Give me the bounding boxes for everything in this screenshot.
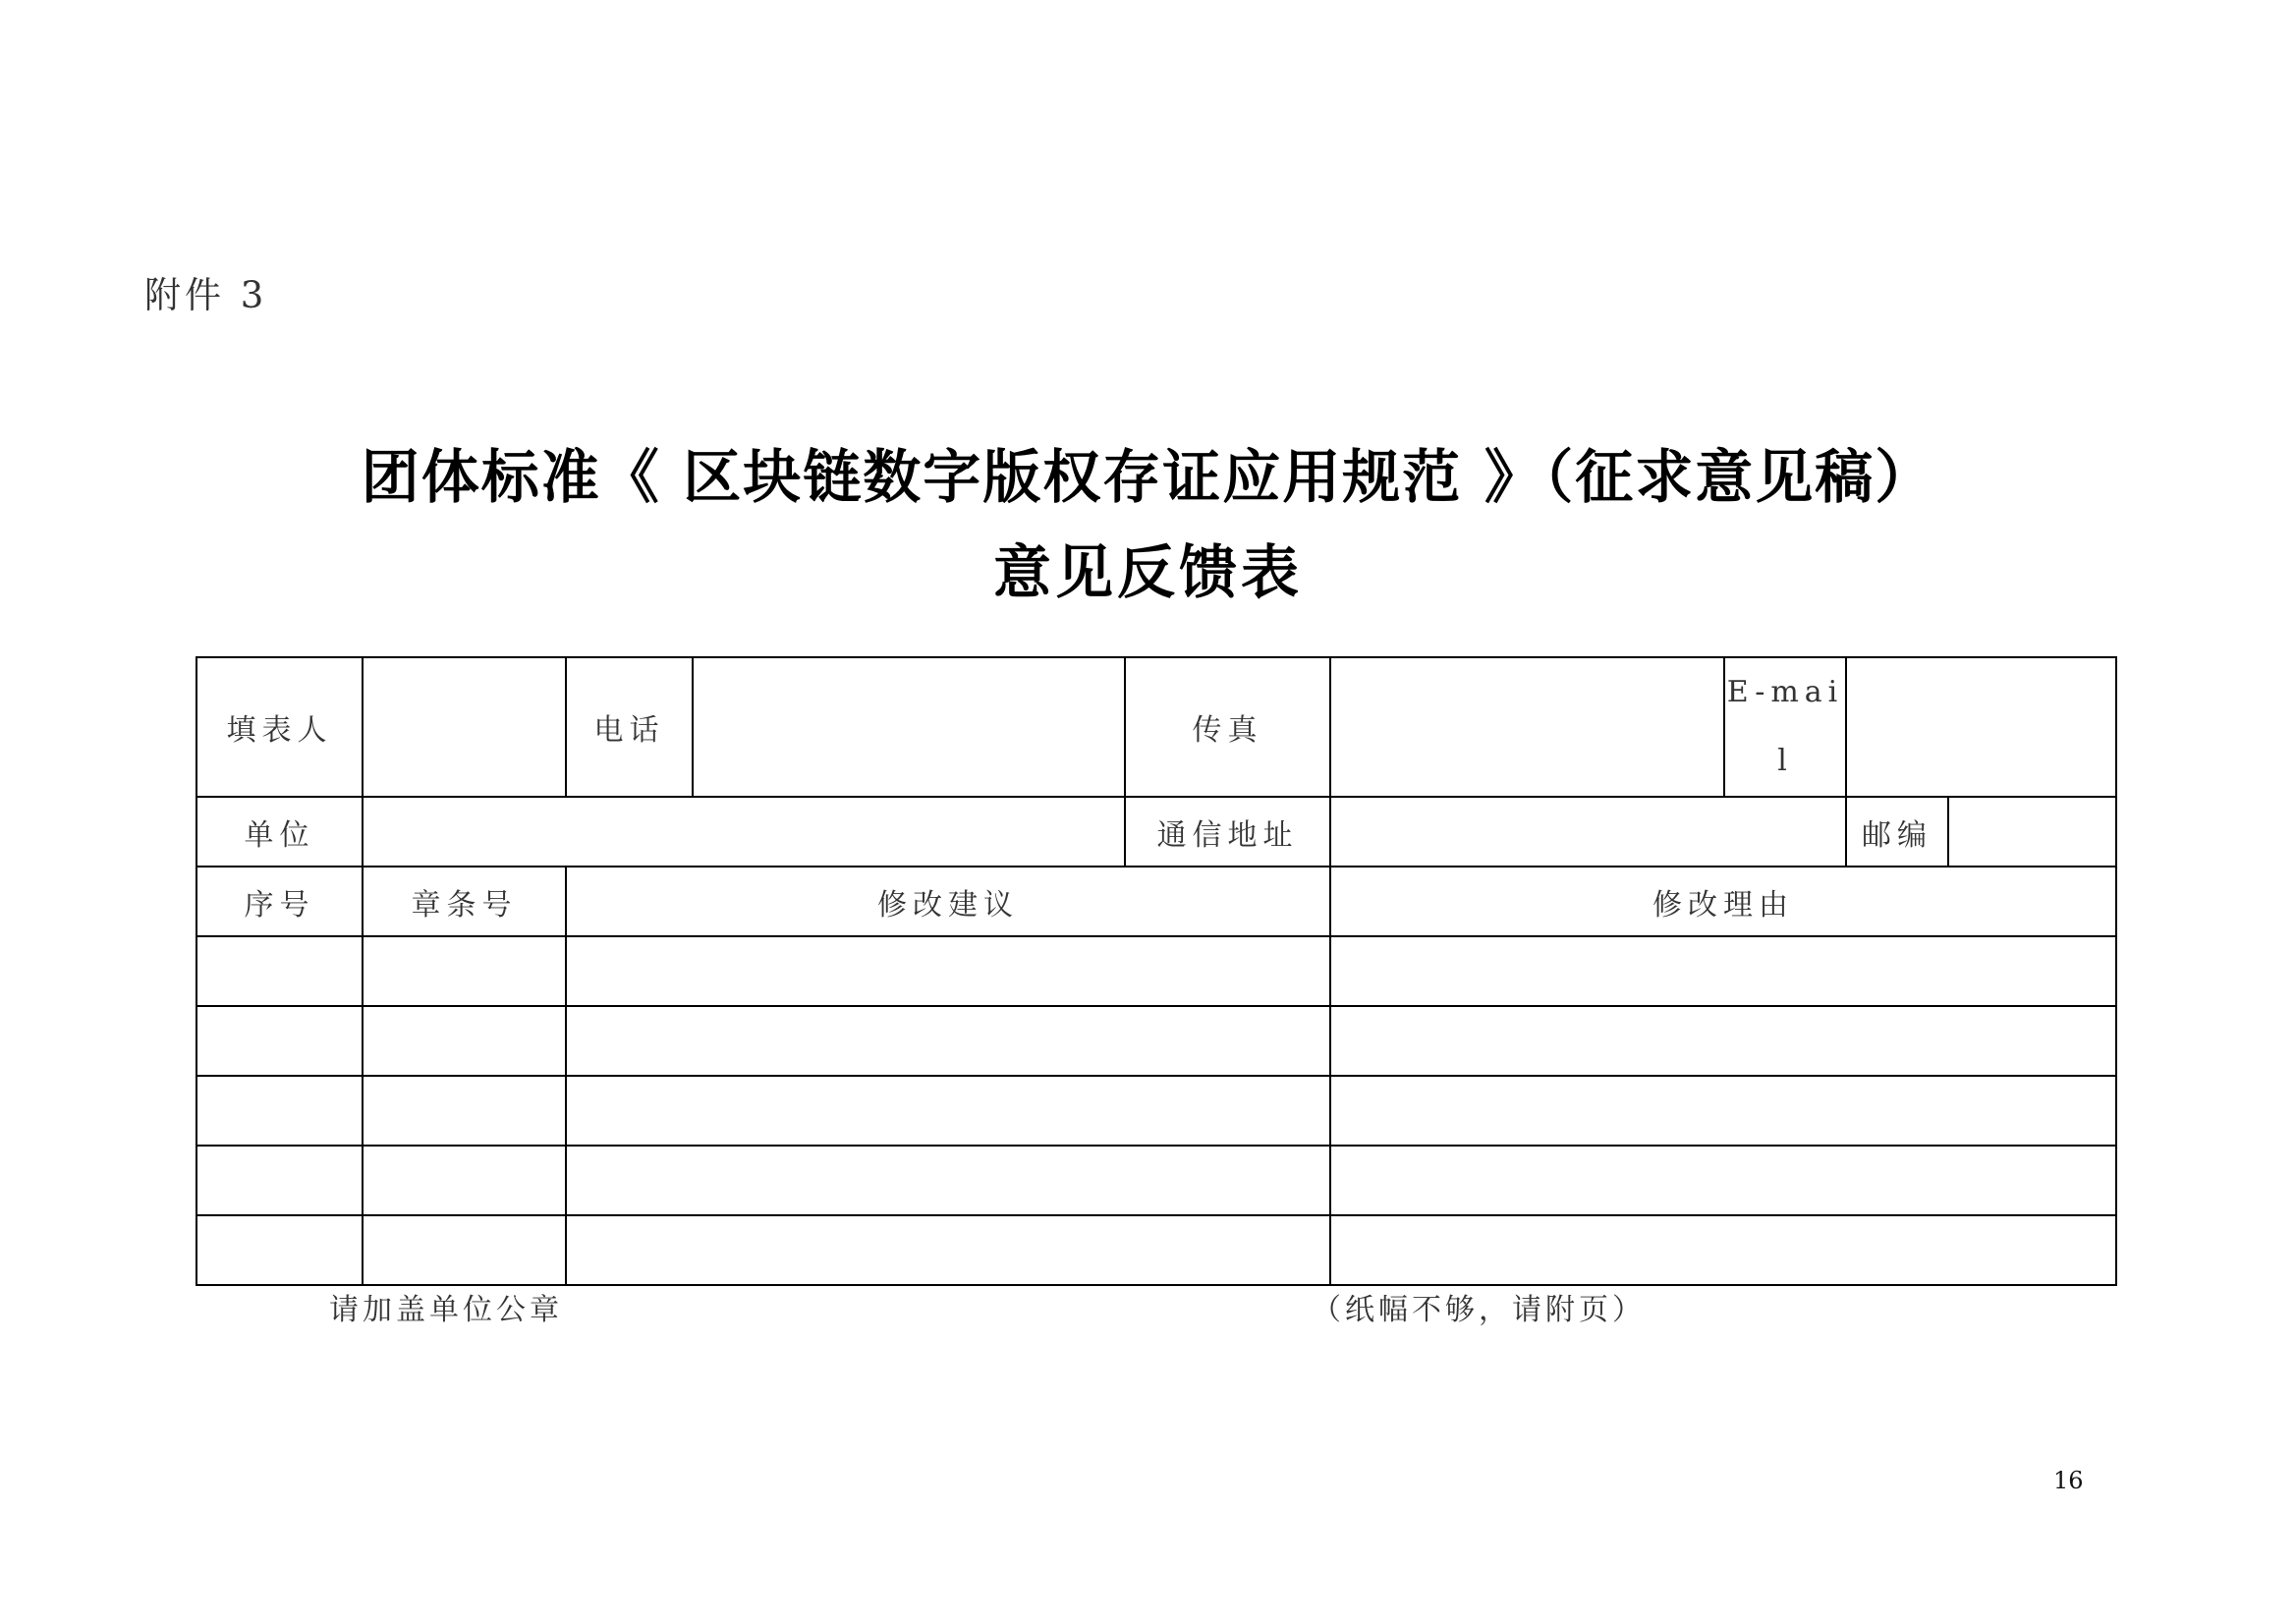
email-label-line1: E-mai	[1726, 675, 1844, 709]
clause-cell[interactable]	[363, 1076, 566, 1146]
table-row	[196, 1006, 2116, 1076]
clause-cell[interactable]	[363, 1215, 566, 1285]
index-cell[interactable]	[196, 936, 363, 1006]
phone-label: 电话	[566, 657, 693, 797]
clause-cell[interactable]	[363, 1006, 566, 1076]
reason-cell[interactable]	[1330, 1146, 2116, 1215]
suggestion-cell[interactable]	[566, 1146, 1330, 1215]
address-field[interactable]	[1330, 797, 1846, 867]
extra-page-note: （纸幅不够，请附页）	[1312, 1293, 1646, 1327]
document-subtitle: 意见反馈表	[992, 538, 1303, 606]
address-label: 通信地址	[1125, 797, 1330, 867]
index-cell[interactable]	[196, 1215, 363, 1285]
feedback-form-table	[196, 656, 2117, 1286]
index-cell[interactable]	[196, 1076, 363, 1146]
suggestion-cell[interactable]	[566, 1076, 1330, 1146]
index-cell[interactable]	[196, 1146, 363, 1215]
col-index-header: 序号	[196, 867, 363, 936]
table-row	[196, 936, 2116, 1006]
col-suggestion-header: 修改建议	[566, 867, 1330, 936]
document-title: 团体标准《 区块链数字版权存证应用规范 》（征求意见稿）	[361, 443, 1935, 511]
col-clause-header: 章条号	[363, 867, 566, 936]
unit-label: 单位	[196, 797, 363, 867]
suggestion-cell[interactable]	[566, 936, 1330, 1006]
email-label-line2: l	[1777, 744, 1793, 778]
header-row	[196, 867, 2116, 936]
index-cell[interactable]	[196, 1006, 363, 1076]
table-row	[196, 1215, 2116, 1285]
page-number: 16	[2053, 1467, 2084, 1494]
postcode-field[interactable]	[1948, 797, 2116, 867]
suggestion-cell[interactable]	[566, 1006, 1330, 1076]
table-row	[196, 1146, 2116, 1215]
reason-cell[interactable]	[1330, 1006, 2116, 1076]
fax-label: 传真	[1125, 657, 1330, 797]
clause-cell[interactable]	[363, 1146, 566, 1215]
suggestion-cell[interactable]	[566, 1215, 1330, 1285]
clause-cell[interactable]	[363, 936, 566, 1006]
contact-row	[196, 657, 2116, 797]
postcode-label: 邮编	[1846, 797, 1948, 867]
reason-cell[interactable]	[1330, 1215, 2116, 1285]
seal-note: 请加盖单位公章	[329, 1293, 563, 1327]
attachment-label: 附件 3	[144, 274, 268, 316]
col-reason-header: 修改理由	[1330, 867, 2116, 936]
fax-field[interactable]	[1330, 657, 1724, 797]
reason-cell[interactable]	[1330, 936, 2116, 1006]
email-field[interactable]	[1846, 657, 2116, 797]
phone-field[interactable]	[693, 657, 1125, 797]
email-label	[1724, 657, 1846, 797]
filler-field[interactable]	[363, 657, 566, 797]
unit-row	[196, 797, 2116, 867]
filler-label: 填表人	[196, 657, 363, 797]
table-row	[196, 1076, 2116, 1146]
unit-field[interactable]	[363, 797, 1125, 867]
reason-cell[interactable]	[1330, 1076, 2116, 1146]
